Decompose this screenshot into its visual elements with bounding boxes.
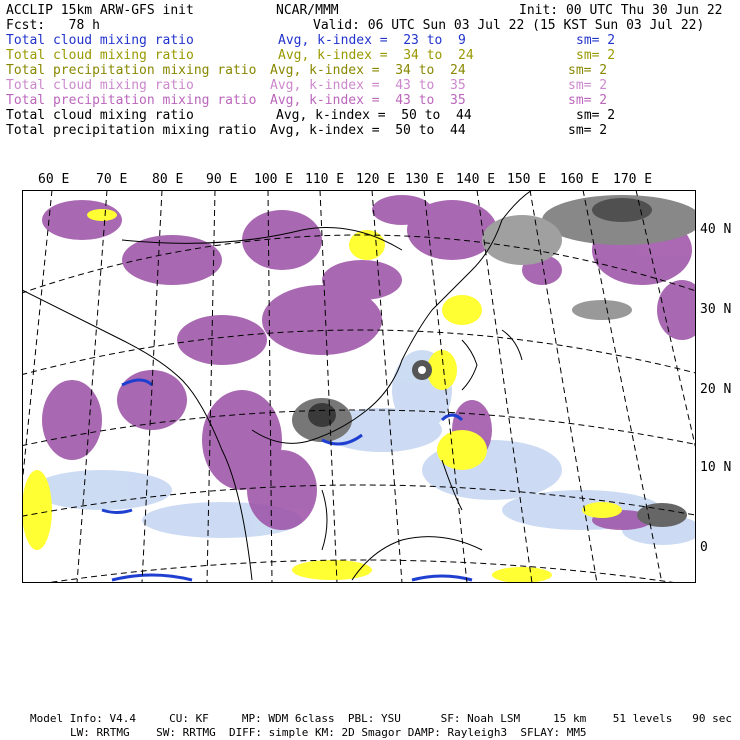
- field-k-index: Avg, k-index = 50 to 44: [270, 123, 466, 138]
- field-k-index: Avg, k-index = 34 to 24: [270, 63, 466, 78]
- field-smoothing: sm= 2: [568, 78, 608, 93]
- field-k-index: Avg, k-index = 43 to 35: [270, 93, 466, 108]
- field-smoothing: sm= 2: [568, 63, 608, 78]
- field-smoothing: sm= 2: [568, 93, 608, 108]
- model-info-line1: Model Info: V4.4 CU: KF MP: WDM 6class PBL: YSU SF: Noah LSM 15 km 51 levels 90 sec: [30, 712, 732, 725]
- field-smoothing: sm= 2: [576, 48, 616, 63]
- longitude-label: 90 E: [206, 172, 238, 187]
- field-row: [6, 93, 736, 108]
- field-name: Total cloud mixing ratio: [6, 78, 194, 93]
- longitude-label: 140 E: [456, 172, 496, 187]
- field-name: Total cloud mixing ratio: [6, 108, 194, 123]
- longitude-label: 150 E: [507, 172, 547, 187]
- field-k-index: Avg, k-index = 43 to 35: [270, 78, 466, 93]
- longitude-label: 60 E: [38, 172, 70, 187]
- longitude-label: 130 E: [405, 172, 445, 187]
- latitude-label: 40 N: [700, 222, 732, 237]
- longitude-label: 70 E: [96, 172, 128, 187]
- model-info-line2: LW: RRTMG SW: RRTMG DIFF: simple KM: 2D Smagor DAMP: Rayleigh3 SFLAY: MM5: [70, 726, 587, 739]
- field-smoothing: sm= 2: [576, 33, 616, 48]
- latitude-label: 20 N: [700, 382, 732, 397]
- field-name: Total cloud mixing ratio: [6, 33, 194, 48]
- field-k-index: Avg, k-index = 23 to 9: [278, 33, 466, 48]
- field-name: Total precipitation mixing ratio: [6, 93, 257, 108]
- field-row: [6, 33, 736, 48]
- model-title: ACCLIP 15km ARW-GFS init: [6, 3, 194, 18]
- longitude-label: 110 E: [305, 172, 345, 187]
- center-label: NCAR/MMM: [276, 3, 339, 18]
- forecast-map: [22, 190, 696, 583]
- init-time: Init: 00 UTC Thu 30 Jun 22: [519, 3, 723, 18]
- valid-time: Valid: 06 UTC Sun 03 Jul 22 (15 KST Sun 03 Jul 22): [313, 18, 705, 33]
- field-name: Total cloud mixing ratio: [6, 48, 194, 63]
- latitude-label: 0: [700, 540, 708, 555]
- field-row: [6, 78, 736, 93]
- forecast-hour: Fcst: 78 h: [6, 18, 100, 33]
- longitude-label: 120 E: [356, 172, 396, 187]
- field-k-index: Avg, k-index = 50 to 44: [276, 108, 472, 123]
- longitude-label: 100 E: [254, 172, 294, 187]
- longitude-label: 170 E: [613, 172, 653, 187]
- latitude-label: 10 N: [700, 460, 732, 475]
- longitude-label: 80 E: [152, 172, 184, 187]
- field-row: [6, 123, 736, 138]
- latitude-label: 30 N: [700, 302, 732, 317]
- field-row: [6, 63, 736, 78]
- field-name: Total precipitation mixing ratio: [6, 63, 257, 78]
- field-smoothing: sm= 2: [568, 123, 608, 138]
- longitude-label: 160 E: [560, 172, 600, 187]
- field-name: Total precipitation mixing ratio: [6, 123, 257, 138]
- field-smoothing: sm= 2: [576, 108, 616, 123]
- field-row: [6, 108, 736, 123]
- field-row: [6, 48, 736, 63]
- field-k-index: Avg, k-index = 34 to 24: [278, 48, 474, 63]
